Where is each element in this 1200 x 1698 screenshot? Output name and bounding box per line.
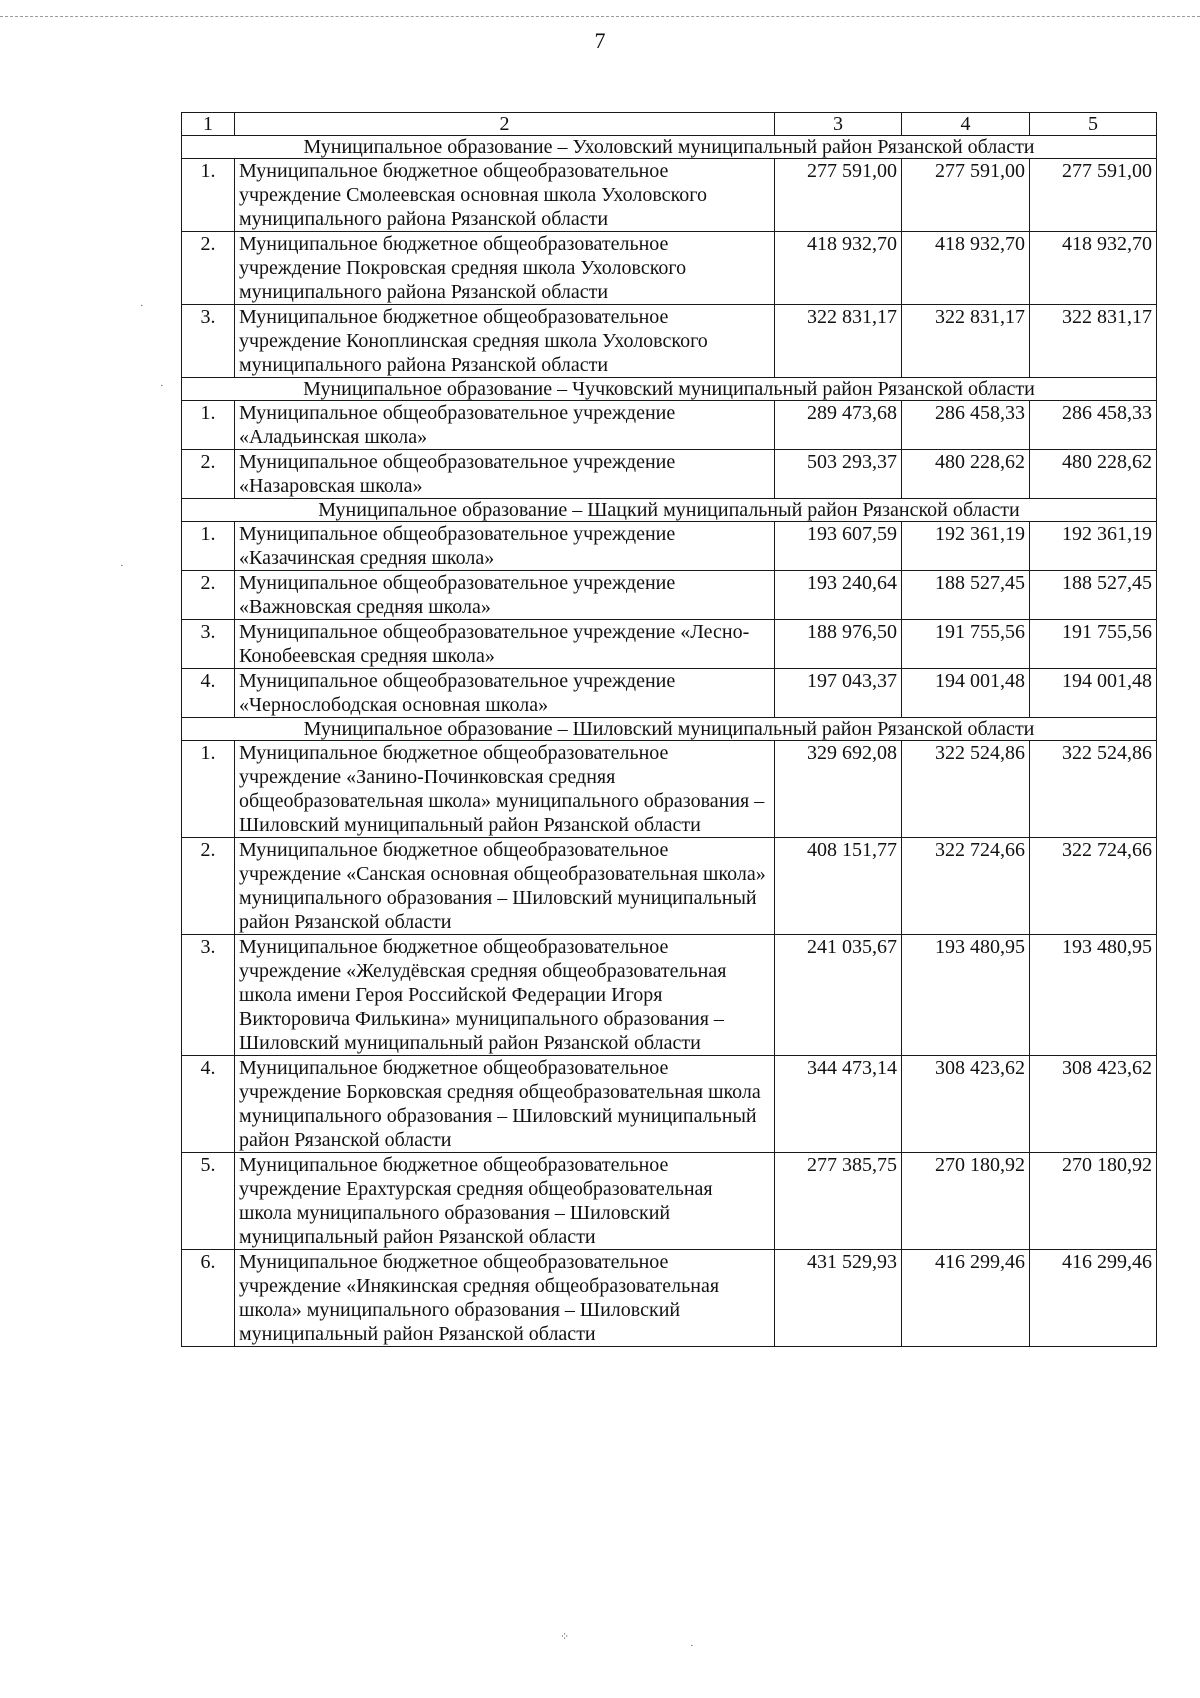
value-col-3: 344 473,14 — [775, 1056, 902, 1153]
value-col-5: 193 480,95 — [1030, 935, 1157, 1056]
row-number: 2. — [182, 450, 235, 499]
row-number: 1. — [182, 741, 235, 838]
institution-name: Муниципальное бюджетное общеобразовательное учреждение Смолеевская основная школа Ухоловского муниципального района Рязанской области — [235, 159, 775, 232]
value-col-5: 277 591,00 — [1030, 159, 1157, 232]
institution-name: Муниципальное бюджетное общеобразовательное учреждение Коноплинская средняя школа Ухоловского муниципального района Рязанской области — [235, 305, 775, 378]
row-number: 4. — [182, 669, 235, 718]
institution-name: Муниципальное бюджетное общеобразовательное учреждение «Инякинская средняя общеобразовательная школа» муниципального образования – Шиловский муниципальный район Рязанской области — [235, 1250, 775, 1347]
table-row — [182, 1250, 1157, 1347]
value-col-3: 277 385,75 — [775, 1153, 902, 1250]
value-col-5: 416 299,46 — [1030, 1250, 1157, 1347]
value-col-5: 286 458,33 — [1030, 401, 1157, 450]
value-col-4: 191 755,56 — [902, 620, 1030, 669]
value-col-3: 197 043,37 — [775, 669, 902, 718]
row-number: 3. — [182, 305, 235, 378]
value-col-3: 277 591,00 — [775, 159, 902, 232]
value-col-5: 418 932,70 — [1030, 232, 1157, 305]
allocation-table — [181, 112, 1157, 1347]
value-col-5: 270 180,92 — [1030, 1153, 1157, 1250]
value-col-4: 188 527,45 — [902, 571, 1030, 620]
row-number: 1. — [182, 401, 235, 450]
table-row — [182, 741, 1157, 838]
row-number: 1. — [182, 522, 235, 571]
value-col-4: 416 299,46 — [902, 1250, 1030, 1347]
table-header-row — [182, 113, 1157, 136]
value-col-5: 480 228,62 — [1030, 450, 1157, 499]
value-col-3: 408 151,77 — [775, 838, 902, 935]
institution-name: Муниципальное бюджетное общеобразовательное учреждение «Желудёвская средняя общеобразовательная школа имени Героя Российской Федерации Игоря Викторовича Филькина» муниципального образования – Шиловский муниципальный район Рязанской области — [235, 935, 775, 1056]
value-col-3: 193 240,64 — [775, 571, 902, 620]
value-col-5: 322 831,17 — [1030, 305, 1157, 378]
institution-name: Муниципальное бюджетное общеобразовательное учреждение «Занино-Починковская средняя общеобразовательная школа» муниципального образования – Шиловский муниципальный район Рязанской области — [235, 741, 775, 838]
value-col-3: 289 473,68 — [775, 401, 902, 450]
value-col-4: 194 001,48 — [902, 669, 1030, 718]
table-row — [182, 1056, 1157, 1153]
section-title: Муниципальное образование – Шиловский муниципальный район Рязанской области — [182, 718, 1157, 741]
table-row — [182, 159, 1157, 232]
value-col-3: 418 932,70 — [775, 232, 902, 305]
section-row — [182, 718, 1157, 741]
value-col-5: 308 423,62 — [1030, 1056, 1157, 1153]
row-number: 3. — [182, 620, 235, 669]
value-col-5: 322 524,86 — [1030, 741, 1157, 838]
table-row — [182, 571, 1157, 620]
column-header: 5 — [1030, 113, 1157, 136]
value-col-4: 193 480,95 — [902, 935, 1030, 1056]
value-col-3: 503 293,37 — [775, 450, 902, 499]
section-title: Муниципальное образование – Ухоловский муниципальный район Рязанской области — [182, 136, 1157, 159]
table-row — [182, 620, 1157, 669]
table-row — [182, 401, 1157, 450]
value-col-5: 191 755,56 — [1030, 620, 1157, 669]
value-col-4: 308 423,62 — [902, 1056, 1030, 1153]
row-number: 2. — [182, 232, 235, 305]
value-col-3: 329 692,08 — [775, 741, 902, 838]
table-row — [182, 522, 1157, 571]
section-title: Муниципальное образование – Шацкий муниципальный район Рязанской области — [182, 499, 1157, 522]
row-number: 3. — [182, 935, 235, 1056]
value-col-5: 194 001,48 — [1030, 669, 1157, 718]
value-col-4: 286 458,33 — [902, 401, 1030, 450]
table-row — [182, 669, 1157, 718]
section-title: Муниципальное образование – Чучковский муниципальный район Рязанской области — [182, 378, 1157, 401]
column-header: 2 — [235, 113, 775, 136]
value-col-4: 322 524,86 — [902, 741, 1030, 838]
scan-edge-line — [0, 16, 1200, 17]
value-col-4: 322 831,17 — [902, 305, 1030, 378]
table-row — [182, 1153, 1157, 1250]
table-row — [182, 450, 1157, 499]
value-col-3: 322 831,17 — [775, 305, 902, 378]
row-number: 2. — [182, 571, 235, 620]
value-col-5: 188 527,45 — [1030, 571, 1157, 620]
institution-name: Муниципальное бюджетное общеобразовательное учреждение «Санская основная общеобразовательная школа» муниципального образования – Шиловский муниципальный район Рязанской области — [235, 838, 775, 935]
value-col-3: 193 607,59 — [775, 522, 902, 571]
value-col-5: 322 724,66 — [1030, 838, 1157, 935]
value-col-4: 270 180,92 — [902, 1153, 1030, 1250]
row-number: 4. — [182, 1056, 235, 1153]
section-row — [182, 378, 1157, 401]
row-number: 1. — [182, 159, 235, 232]
row-number: 5. — [182, 1153, 235, 1250]
value-col-3: 241 035,67 — [775, 935, 902, 1056]
institution-name: Муниципальное общеобразовательное учреждение «Важновская средняя школа» — [235, 571, 775, 620]
value-col-4: 322 724,66 — [902, 838, 1030, 935]
institution-name: Муниципальное общеобразовательное учреждение «Аладьинская школа» — [235, 401, 775, 450]
value-col-4: 192 361,19 — [902, 522, 1030, 571]
section-row — [182, 499, 1157, 522]
institution-name: Муниципальное бюджетное общеобразовательное учреждение Борковская средняя общеобразовательная школа муниципального образования – Шиловский муниципальный район Рязанской области — [235, 1056, 775, 1153]
value-col-5: 192 361,19 — [1030, 522, 1157, 571]
table-row — [182, 935, 1157, 1056]
institution-name: Муниципальное общеобразовательное учреждение «Назаровская школа» — [235, 450, 775, 499]
table-row — [182, 232, 1157, 305]
column-header: 3 — [775, 113, 902, 136]
column-header: 4 — [902, 113, 1030, 136]
table-body — [182, 136, 1157, 1347]
value-col-4: 418 932,70 — [902, 232, 1030, 305]
column-header: 1 — [182, 113, 235, 136]
value-col-3: 431 529,93 — [775, 1250, 902, 1347]
institution-name: Муниципальное общеобразовательное учреждение «Лесно-Конобеевская средняя школа» — [235, 620, 775, 669]
table-row — [182, 838, 1157, 935]
value-col-4: 480 228,62 — [902, 450, 1030, 499]
row-number: 2. — [182, 838, 235, 935]
institution-name: Муниципальное бюджетное общеобразовательное учреждение Покровская средняя школа Ухоловского муниципального района Рязанской области — [235, 232, 775, 305]
table-row — [182, 305, 1157, 378]
value-col-4: 277 591,00 — [902, 159, 1030, 232]
page-number: 7 — [594, 28, 606, 53]
institution-name: Муниципальное общеобразовательное учреждение «Чернослободская основная школа» — [235, 669, 775, 718]
section-row — [182, 136, 1157, 159]
institution-name: Муниципальное бюджетное общеобразовательное учреждение Ерахтурская средняя общеобразовательная школа муниципального образования – Шиловский муниципальный район Рязанской области — [235, 1153, 775, 1250]
value-col-3: 188 976,50 — [775, 620, 902, 669]
institution-name: Муниципальное общеобразовательное учреждение «Казачинская средняя школа» — [235, 522, 775, 571]
row-number: 6. — [182, 1250, 235, 1347]
